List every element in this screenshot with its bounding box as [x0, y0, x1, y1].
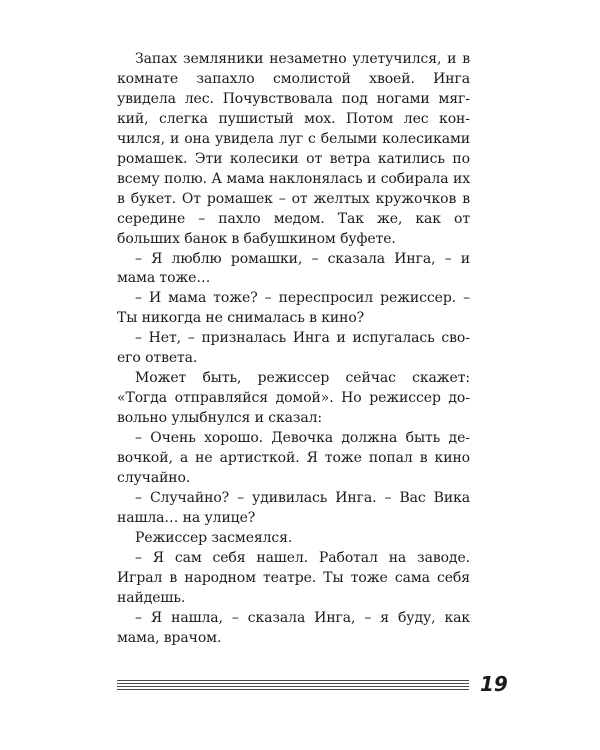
- footer-divider: [117, 680, 469, 690]
- paragraph: – Нет, – призналась Инга и испугалась своего ответа.: [117, 330, 470, 367]
- paragraph: Режиссер засмеялся.: [135, 529, 293, 546]
- paragraph: – Я люблю ромашки, – сказала Инга, – и мама тоже…: [117, 250, 470, 287]
- page-number: 19: [480, 672, 508, 696]
- paragraph: – И мама тоже? – переспросил режиссер. – Ты никогда не снималась в кино?: [117, 290, 470, 327]
- paragraph: Может быть, режиссер сейчас скажет: «Тогда отправляйся домой». Но режиссер довольно улыбнулся и сказал:: [117, 370, 470, 427]
- paragraph: – Случайно? – удивилась Инга. – Вас Вика нашла… на улице?: [117, 489, 470, 526]
- paragraph: – Я нашла, – сказала Инга, – я буду, как мама, врачом.: [117, 609, 470, 646]
- paragraph: – Я сам себя нашел. Работал на заводе. Играл в народном театре. Ты тоже сама себя найдешь.: [117, 549, 470, 606]
- paragraph: – Очень хорошо. Девочка должна быть девочкой, а не артисткой. Я тоже попал в кино случайно.: [117, 430, 470, 487]
- body-text: [117, 50, 470, 649]
- paragraph: Запах земляники незаметно улетучился, и в комнате запахло смолистой хвоей. Инга увидела лес. Почувствовала под ногами мягкий, слегка пушистый мох. Потом лес кончился, и она увидела луг с белыми колесиками ромашек. Эти колесики от ветра катились по всему полю. А мама наклонялась и собирала их в букет. От ромашек – от желтых кружочков в середине – пахло медом. Так же, как от больших банок в бабушкином буфете.: [117, 51, 470, 247]
